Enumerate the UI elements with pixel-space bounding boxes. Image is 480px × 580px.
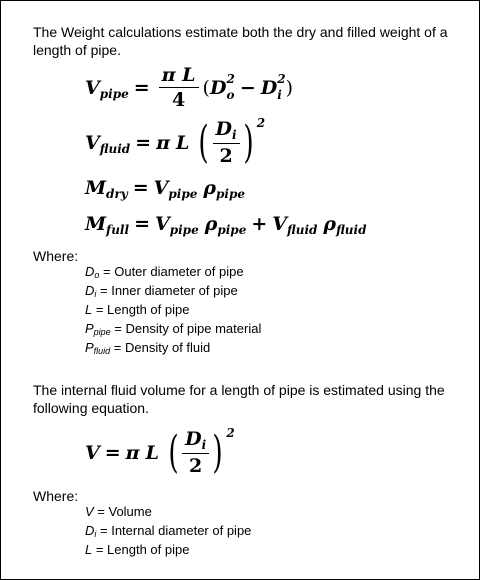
definition-item	[85, 320, 261, 339]
v-pipe-do-sub: o	[226, 87, 235, 102]
m-dry-equals: =	[132, 177, 149, 199]
def-symbol-sub: o	[94, 270, 100, 280]
v-pipe-lhs-sub: pipe	[99, 86, 129, 101]
v-volume-frac-num-sub: i	[201, 438, 207, 452]
def-symbol: D	[85, 264, 95, 279]
v-fluid-pi: π	[156, 131, 170, 154]
m-dry-rho: ρ	[203, 177, 217, 199]
v-fluid-lhs-sub: fluid	[99, 141, 131, 156]
volume-paragraph: The internal fluid volume for a length of pipe is estimated using the following equation.	[33, 382, 445, 416]
v-fluid-frac-num: D	[215, 118, 233, 140]
where-label-1: Where:	[33, 248, 79, 264]
def-symbol: L	[85, 542, 93, 557]
v-pipe-lhs: V	[85, 76, 100, 99]
definition-item	[85, 339, 261, 358]
def-text: = Length of pipe	[92, 302, 190, 317]
m-full-rho2: ρ	[323, 213, 337, 235]
equation-v-volume	[85, 425, 235, 478]
intro-paragraph: The Weight calculations estimate both the dry and filled weight of a length of pipe.	[33, 24, 448, 58]
def-symbol: L	[85, 302, 93, 317]
m-full-lhs-sub: full	[106, 223, 130, 237]
where-label-2: Where:	[33, 488, 79, 504]
v-volume-equals: =	[104, 441, 121, 464]
definition-item	[85, 282, 261, 301]
m-full-v1-sub: pipe	[169, 223, 199, 237]
m-full-lhs: M	[85, 213, 107, 235]
equation-v-pipe	[85, 65, 293, 110]
definitions-list-2	[85, 503, 251, 560]
v-fluid-l: L	[176, 131, 190, 154]
v-pipe-frac-den: 4	[171, 89, 186, 111]
v-pipe-di: D	[260, 76, 278, 99]
v-volume-power: 2	[226, 425, 235, 440]
m-full-v2: V	[272, 213, 288, 235]
v-fluid-lhs: V	[85, 131, 100, 154]
def-symbol: P	[85, 340, 94, 355]
v-volume-lhs: V	[85, 441, 100, 464]
def-text: = Density of pipe material	[110, 321, 262, 336]
v-pipe-fraction	[159, 65, 199, 110]
def-text: = Inner diameter of pipe	[96, 283, 238, 298]
v-fluid-paren-close: )	[243, 116, 254, 168]
m-dry-lhs-sub: dry	[106, 187, 128, 201]
v-volume-frac-den: 2	[189, 455, 203, 477]
v-fluid-equals: =	[135, 131, 152, 154]
def-symbol: P	[85, 321, 94, 336]
def-text: = Length of pipe	[92, 542, 190, 557]
def-symbol-sub: pipe	[93, 327, 111, 337]
m-full-rho1: ρ	[204, 213, 218, 235]
m-full-plus: +	[251, 213, 268, 235]
definition-item	[85, 301, 261, 320]
definition-item	[85, 503, 251, 522]
v-volume-paren-open: (	[168, 426, 179, 478]
definition-item	[85, 263, 261, 282]
def-text: = Volume	[93, 504, 152, 519]
v-fluid-frac-num-sub: i	[232, 128, 237, 142]
definitions-list-1	[85, 263, 261, 358]
v-fluid-paren-open: (	[198, 116, 210, 168]
v-fluid-frac-den: 2	[219, 145, 233, 167]
v-pipe-do-sup: 2	[226, 71, 235, 86]
m-full-equals: =	[134, 213, 150, 235]
definition-item	[85, 522, 251, 541]
def-symbol: D	[85, 523, 95, 538]
definition-item	[85, 541, 251, 560]
v-pipe-di-sub: i	[277, 87, 282, 102]
v-pipe-do: D	[209, 76, 227, 99]
v-fluid-frac-num-wrap	[213, 119, 240, 144]
def-text: = Internal diameter of pipe	[96, 523, 252, 538]
v-volume-frac-num-wrap	[182, 429, 209, 454]
v-pipe-minus: −	[239, 76, 256, 99]
def-symbol-sub: fluid	[93, 346, 111, 356]
equation-m-full	[85, 213, 366, 235]
equation-v-fluid	[85, 115, 266, 168]
v-pipe-di-sup: 2	[277, 71, 286, 86]
def-symbol-sub: i	[94, 529, 97, 539]
v-pipe-paren-open: (	[202, 76, 210, 99]
def-symbol-sub: i	[94, 289, 97, 299]
v-fluid-fraction	[213, 119, 240, 166]
v-volume-l: L	[145, 441, 159, 464]
m-dry-lhs: M	[85, 177, 107, 199]
v-volume-frac-num: D	[185, 428, 202, 450]
def-text: = Outer diameter of pipe	[99, 264, 244, 279]
def-symbol: V	[85, 504, 94, 519]
def-text: = Density of fluid	[110, 340, 211, 355]
v-pipe-frac-num: π L	[159, 65, 199, 88]
v-pipe-equals: =	[133, 76, 150, 99]
v-volume-fraction	[182, 429, 209, 476]
m-full-v1: V	[154, 213, 170, 235]
m-full-rho2-sub: fluid	[336, 223, 367, 237]
m-dry-v-sub: pipe	[168, 187, 198, 201]
v-fluid-power: 2	[256, 115, 266, 130]
m-dry-rho-sub: pipe	[216, 187, 246, 201]
m-full-rho1-sub: pipe	[217, 223, 247, 237]
v-pipe-paren-close: )	[285, 76, 293, 99]
m-full-v2-sub: fluid	[287, 223, 318, 237]
equation-m-dry	[85, 177, 245, 199]
v-volume-pi: π	[125, 441, 140, 464]
m-dry-v: V	[153, 177, 169, 199]
def-symbol: D	[85, 283, 95, 298]
v-volume-paren-close: )	[212, 426, 223, 478]
